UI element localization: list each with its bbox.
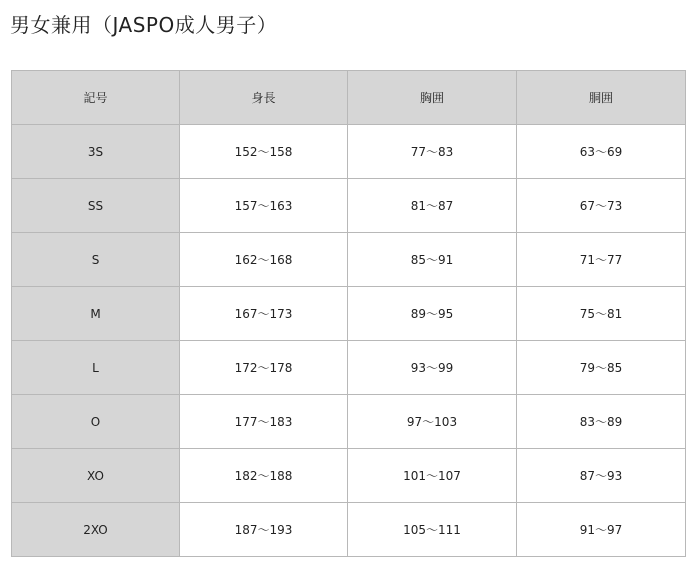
size-code-cell: L [12, 341, 180, 395]
table-row [12, 233, 686, 287]
table-row [12, 125, 686, 179]
header-waist: 胴囲 [517, 71, 686, 125]
page-title: 男女兼用（JASPO成人男子） [10, 13, 278, 37]
height-cell: 152〜158 [180, 125, 348, 179]
table-row [12, 395, 686, 449]
height-cell: 172〜178 [180, 341, 348, 395]
table-row [12, 179, 686, 233]
table-row [12, 449, 686, 503]
size-code-cell: XO [12, 449, 180, 503]
chest-cell: 81〜87 [348, 179, 517, 233]
header-chest: 胸囲 [348, 71, 517, 125]
height-cell: 162〜168 [180, 233, 348, 287]
chest-cell: 89〜95 [348, 287, 517, 341]
table-row [12, 503, 686, 557]
size-code-cell: O [12, 395, 180, 449]
height-cell: 182〜188 [180, 449, 348, 503]
waist-cell: 79〜85 [517, 341, 686, 395]
table-row [12, 341, 686, 395]
waist-cell: 71〜77 [517, 233, 686, 287]
chest-cell: 77〜83 [348, 125, 517, 179]
table-header-row [12, 71, 686, 125]
size-code-cell: SS [12, 179, 180, 233]
waist-cell: 83〜89 [517, 395, 686, 449]
chest-cell: 93〜99 [348, 341, 517, 395]
table-row [12, 287, 686, 341]
chest-cell: 105〜111 [348, 503, 517, 557]
height-cell: 167〜173 [180, 287, 348, 341]
height-cell: 177〜183 [180, 395, 348, 449]
waist-cell: 91〜97 [517, 503, 686, 557]
size-code-cell: S [12, 233, 180, 287]
waist-cell: 67〜73 [517, 179, 686, 233]
waist-cell: 75〜81 [517, 287, 686, 341]
size-chart-table [11, 70, 686, 557]
size-code-cell: M [12, 287, 180, 341]
height-cell: 187〜193 [180, 503, 348, 557]
header-height: 身長 [180, 71, 348, 125]
chest-cell: 85〜91 [348, 233, 517, 287]
waist-cell: 87〜93 [517, 449, 686, 503]
waist-cell: 63〜69 [517, 125, 686, 179]
size-code-cell: 2XO [12, 503, 180, 557]
chest-cell: 97〜103 [348, 395, 517, 449]
header-code: 記号 [12, 71, 180, 125]
height-cell: 157〜163 [180, 179, 348, 233]
size-code-cell: 3S [12, 125, 180, 179]
chest-cell: 101〜107 [348, 449, 517, 503]
